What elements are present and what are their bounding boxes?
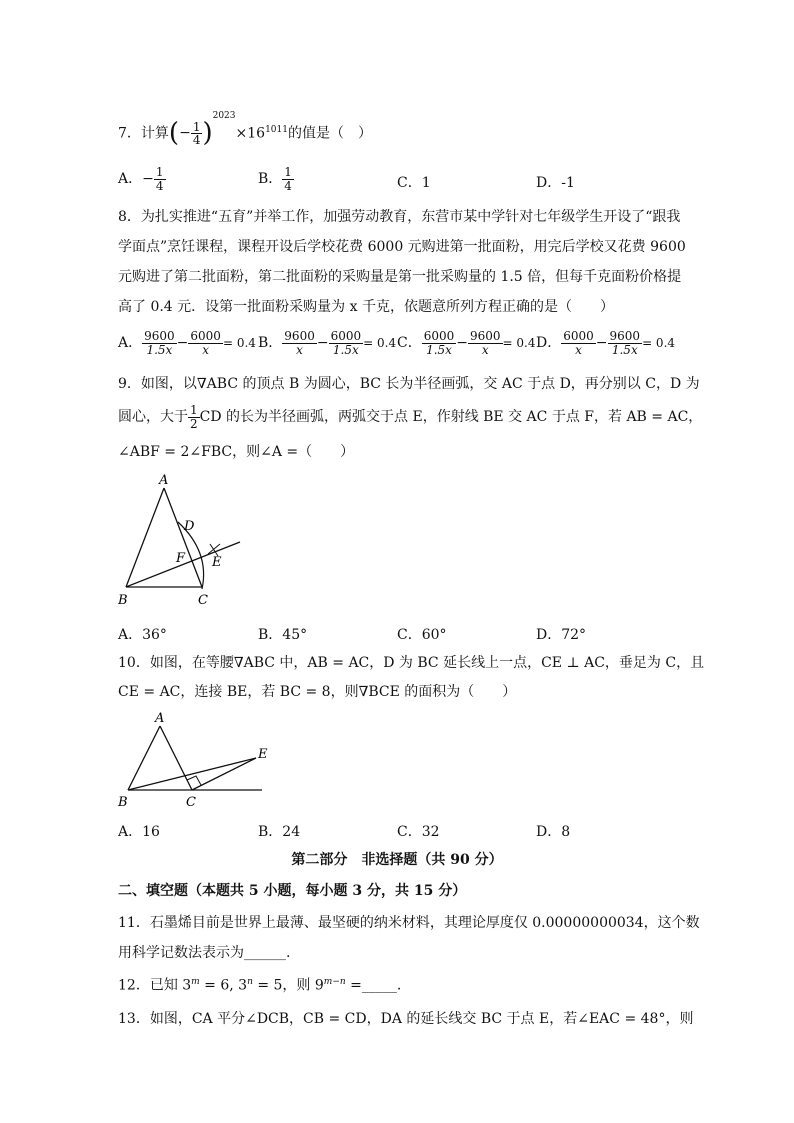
q9-option-c: C．60° [397,627,447,643]
segment-ce [192,758,256,790]
label-f: F [176,551,186,566]
q10-option-b: B．24 [258,824,301,840]
q10-option-c: C．32 [397,824,440,840]
segment-ab [126,488,164,587]
label-e: E [212,555,222,570]
q8-line-1: 8．为扎实推进“五育”并举工作，加强劳动教育，东营市某中学针对七年级学生开设了“跟我 [118,209,681,225]
q9-line-1: 9．如图，以∇ABC 的顶点 B 为圆心，BC 长为半径画弧，交 AC 于点 D，再分别以 C，D 为 [118,376,700,392]
label-b: B [118,593,128,608]
q8-option-a: A． $\frac{9600}{1.5x}$ − $\frac{6000}{x}$ = 0.4 [118,329,256,357]
segment-ac [164,488,202,587]
label-a: A [159,473,169,488]
right-paren: ) [202,118,213,148]
q9-line-2: 圆心，大于 $\frac{1}{2}$ CD 的长为半径画弧，两弧交于点 E，作射线 BE 交 AC 于点 F，若 AB = AC， [118,403,703,431]
q8-option-c: C． $\frac{6000}{1.5x}$ − $\frac{9600}{x}$ = 0.4 [397,329,536,357]
q7-option-d: D．-1 [536,175,575,191]
q11-line-1: 11．石墨烯目前是世界上最薄、最坚硬的纳米材料，其理论厚度仅 0.00000000034，这个数 [118,915,700,931]
q10-option-d: D．8 [536,824,571,840]
left-paren: ( [168,118,180,148]
q7-option-b: B． $\frac{1}{4}$ [258,165,292,193]
segment-be [128,758,256,790]
q8-line-3: 元购进了第二批面粉，第二批面粉的采购量是第一批采购量的 1.5 倍，但每千克面粉价格提 [118,269,682,285]
label-a: A [155,711,165,726]
q7-option-a: A．− $\frac{1}{4}$ [118,165,164,193]
label-c: C [198,593,208,608]
segment-ab [128,726,160,790]
q7-exponent-1: 2023 [212,110,236,121]
q10-option-a: A．16 [118,824,160,840]
q9-line-3: ∠ABF = 2∠FBC，则∠A =（ ） [118,444,355,460]
q13-line-1: 13．如图，CA 平分∠DCB，CB = CD，DA 的延长线交 BC 于点 E，若∠EAC = 48°，则 [118,1011,694,1027]
q8-option-d: D． $\frac{6000}{x}$ − $\frac{9600}{1.5x}$ = 0.4 [536,329,676,357]
q11-line-2: 用科学记数法表示为______. [118,945,291,961]
q7-stem: 7．计算(− $\frac{1}{4}$ )$^{2023}\times 16^{1011}$的值是（ ） [118,110,372,148]
q7-pre: 计算 [140,125,169,142]
q10-line-2: CE = AC，连接 BE，若 BC = 8，则∇BCE 的面积为（ ） [118,684,517,700]
q9-option-d: D．72° [536,627,587,643]
label-d: D [184,519,195,534]
q10-figure [112,710,282,810]
q9-option-a: A．36° [118,627,167,643]
section-2-title: 二、填空题（本题共 5 小题，每小题 3 分，共 15 分） [118,883,467,899]
q8-line-4: 高了 0.4 元．设第一批面粉采购量为 x 千克，依题意所列方程正确的是（ ） [118,299,614,315]
q7-post: 的值是（ ） [287,125,372,142]
label-c: C [186,795,196,810]
q7-fraction: $\frac{1}{4}$ [192,119,201,148]
q10-line-1: 10．如图，在等腰∇ABC 中，AB = AC，D 为 BC 延长线上一点，CE ⊥ AC，垂足为 C，且 [118,655,705,671]
label-e: E [258,747,268,762]
q7-option-c: C．1 [397,175,431,191]
q9-option-b: B．45° [258,627,308,643]
q8-line-2: 学面点”烹饪课程，课程开设后学校花费 6000 元购进第一批面粉，用完后学校又花费 9600 [118,239,686,255]
q9-figure [112,472,252,612]
part-2-title: 第二部分 非选择题（共 90 分） [291,852,503,868]
q12-stem: 12．已知 $3^m = 6$, $3^n = 5$，则 $9^{m-n}$ =_____. [118,977,402,994]
label-b: B [118,795,128,810]
q7-number: 7． [118,125,141,142]
q8-option-b: B． $\frac{9600}{x}$ − $\frac{6000}{1.5x}$ = 0.4 [258,329,397,357]
q7-times: ×16 [235,125,266,142]
q7-exponent-2: 1011 [265,124,288,135]
